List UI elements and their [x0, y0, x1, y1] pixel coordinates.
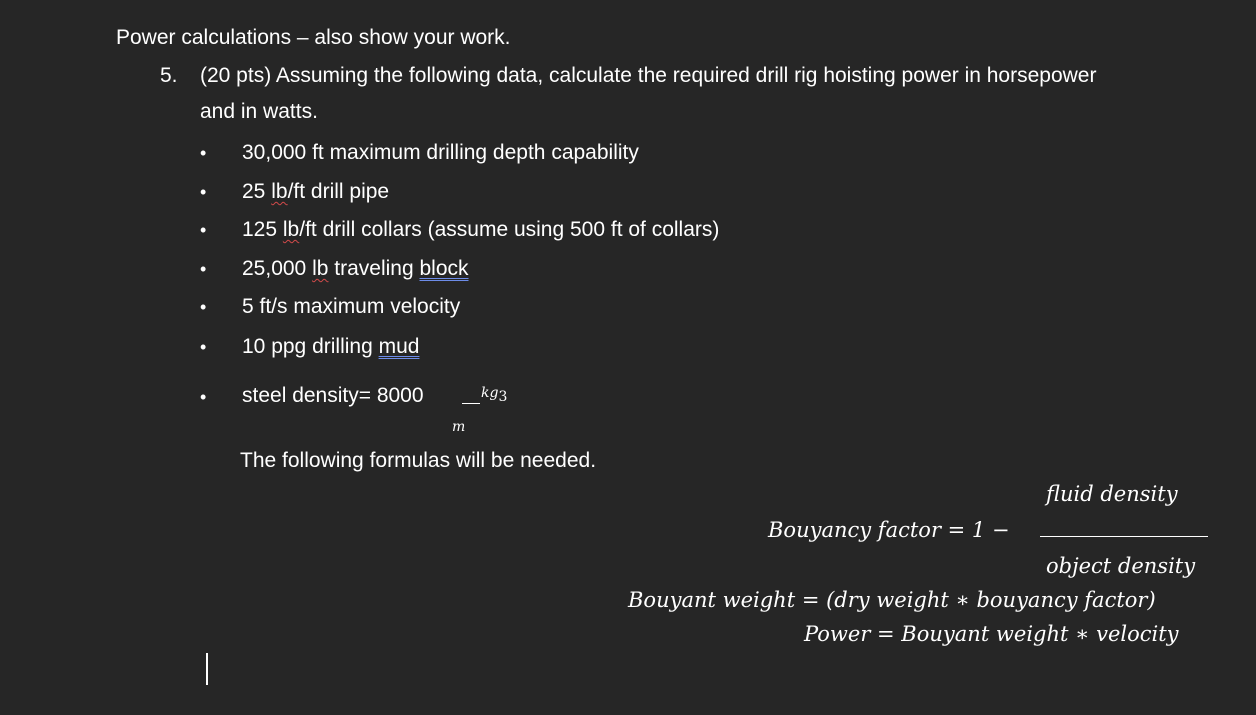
grammar-flag[interactable]: block — [419, 257, 469, 280]
item-text: /ft drill pipe — [287, 180, 390, 203]
text-cursor — [206, 653, 208, 685]
bullet-marker: • — [200, 259, 207, 279]
bullet-marker: • — [200, 220, 207, 240]
formulas-intro: The following formulas will be needed. — [240, 449, 597, 472]
density-unit-exponent: 3 — [498, 389, 508, 405]
spelling-flag[interactable]: lb — [271, 180, 288, 203]
bullet-marker: • — [200, 337, 207, 357]
section-heading: Power calculations – also show your work. — [116, 26, 511, 49]
item-text: traveling — [328, 257, 420, 280]
formula-bouyancy-factor-lhs: Bouyancy factor = 1 − — [768, 518, 1010, 542]
bullet-item-velocity: 5 ft/s maximum velocity — [242, 295, 461, 318]
question-text-line-1: (20 pts) Assuming the following data, calculate the required drill rig hoisting power in horsepower — [200, 64, 1097, 87]
question-number: 5. — [160, 64, 178, 87]
bullet-marker: • — [200, 387, 207, 407]
density-unit-denominator: m — [452, 419, 466, 435]
item-text: 10 ppg drilling — [242, 335, 379, 358]
formula-denominator: object density — [1046, 554, 1196, 578]
formula-bouyant-weight: Bouyant weight = (dry weight ∗ bouyancy factor) — [628, 588, 1156, 612]
density-fraction-bar — [462, 403, 480, 404]
spelling-flag[interactable]: lb — [282, 218, 300, 241]
item-text: 25,000 — [242, 257, 313, 280]
formula-numerator: fluid density — [1046, 482, 1178, 506]
bullet-marker: • — [200, 143, 207, 163]
formula-power: Power = Bouyant weight ∗ velocity — [804, 622, 1179, 646]
question-text-line-2: and in watts. — [200, 100, 318, 123]
bullet-marker: • — [200, 297, 207, 317]
bullet-marker: • — [200, 182, 207, 202]
bullet-item-steel-density: steel density= 8000 — [242, 384, 424, 407]
item-text: 25 — [242, 180, 272, 203]
formula-fraction-bar — [1040, 536, 1208, 537]
item-text: 125 — [242, 218, 283, 241]
bullet-item-drill-pipe — [242, 179, 389, 205]
bullet-item-drill-collars — [242, 217, 719, 243]
bullet-item-mud — [242, 334, 419, 360]
spelling-flag[interactable]: lb — [312, 257, 329, 280]
bullet-item-traveling-block — [242, 256, 469, 282]
bullet-item-depth: 30,000 ft maximum drilling depth capability — [242, 141, 639, 164]
density-unit-numerator: kg3 — [481, 385, 508, 405]
item-text: /ft drill collars (assume using 500 ft of collars) — [299, 218, 720, 241]
grammar-flag[interactable]: mud — [378, 335, 420, 358]
